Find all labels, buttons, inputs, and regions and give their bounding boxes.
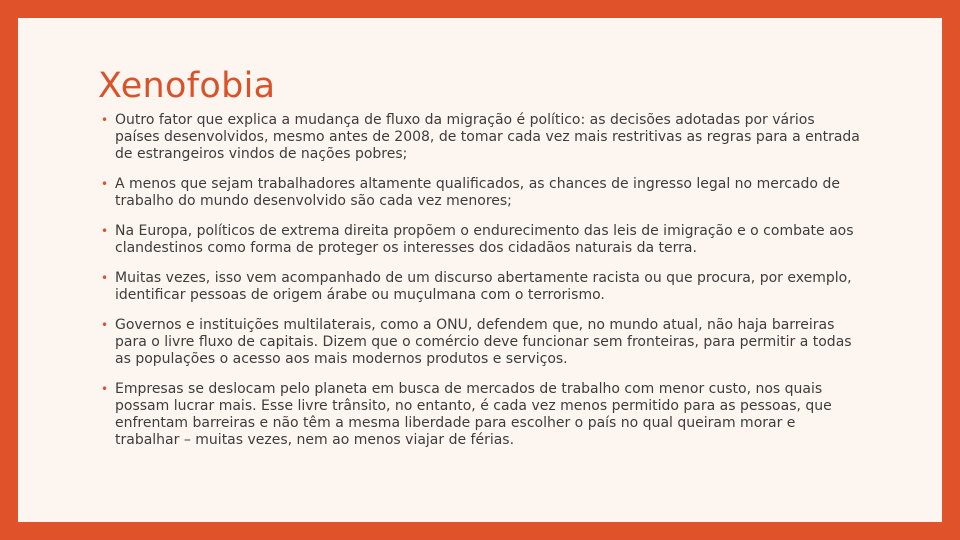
bullet-text: Na Europa, políticos de extrema direita propõem o endurecimento das leis de imigração e o combate aos clandestinos como forma de proteger os interesses dos cidadãos naturais da terra. (115, 223, 854, 256)
bullet-dot-icon: • (101, 318, 109, 332)
bullet-item (98, 176, 863, 210)
bullet-text: Empresas se deslocam pelo planeta em busca de mercados de trabalho com menor custo, nos quais possam lucrar mais. Esse livre trânsito, no entanto, é cada vez menos permitido para as pessoas, que enfrentam barreiras e não têm a mesma liberdade para escolher o país no qual queiram morar e trabalhar – muitas vezes, nem ao menos viajar de férias. (115, 381, 832, 448)
bullet-item (98, 270, 863, 304)
bullet-item (98, 112, 863, 163)
bullet-dot-icon: • (101, 177, 109, 191)
slide-title: Xenofobia (98, 66, 276, 106)
slide (18, 18, 942, 522)
bullet-dot-icon: • (101, 382, 109, 396)
bullet-dot-icon: • (101, 271, 109, 285)
bullet-text: Outro fator que explica a mudança de fluxo da migração é político: as decisões adotadas por vários países desenvolvidos, mesmo antes de 2008, de tomar cada vez mais restritivas as regras para a entrada de estrangeiros vindos de nações pobres; (115, 112, 860, 162)
bullet-text: A menos que sejam trabalhadores altamente qualificados, as chances de ingresso legal no mercado de trabalho do mundo desenvolvido são cada vez menores; (115, 176, 840, 209)
bullet-dot-icon: • (101, 224, 109, 238)
bullet-text: Muitas vezes, isso vem acompanhado de um discurso abertamente racista ou que procura, por exemplo, identificar pessoas de origem árabe ou muçulmana com o terrorismo. (115, 270, 852, 303)
bullet-item (98, 381, 863, 449)
bullet-item (98, 223, 863, 257)
bullet-text: Governos e instituições multilaterais, como a ONU, defendem que, no mundo atual, não haja barreiras para o livre fluxo de capitais. Dizem que o comércio deve funcionar sem fronteiras, para permitir a todas as populações o acesso aos mais modernos produtos e serviços. (115, 317, 852, 367)
bullet-list (98, 112, 863, 462)
bullet-dot-icon: • (101, 113, 109, 127)
bullet-item (98, 317, 863, 368)
